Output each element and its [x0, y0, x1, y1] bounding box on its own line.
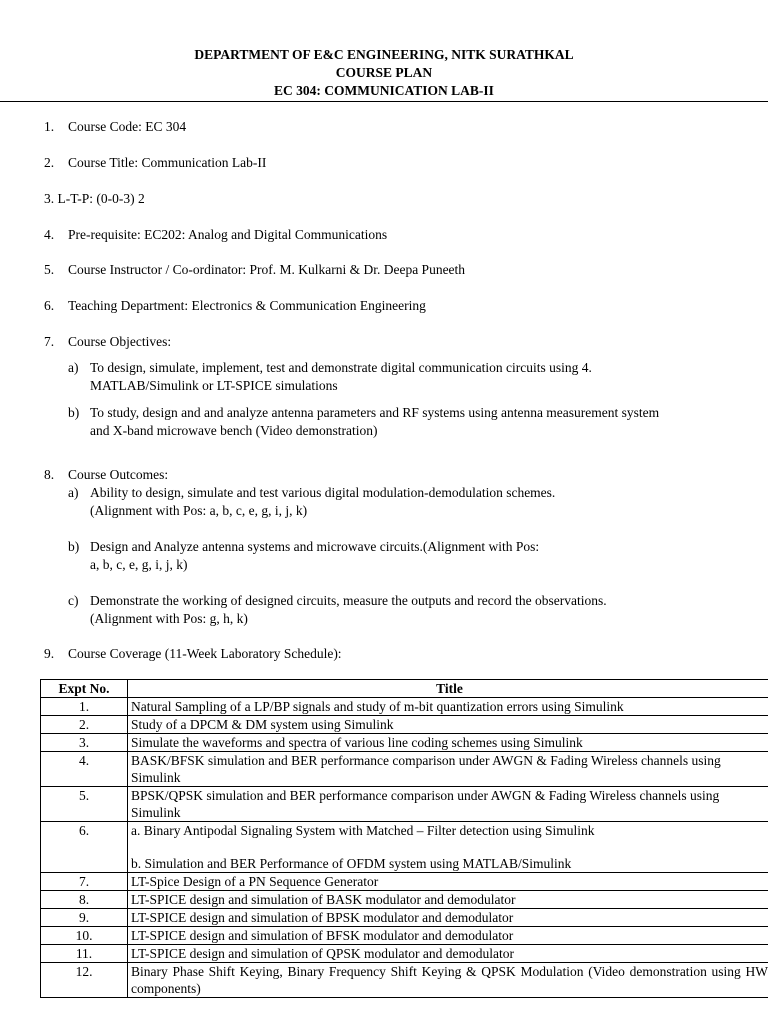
table-row	[41, 891, 768, 909]
expt-no-cell: 12.	[41, 963, 128, 998]
outcome-a-line2: (Alignment with Pos: a, b, c, e, g, i, j, k)	[90, 503, 308, 518]
table-row	[41, 822, 768, 873]
objective-a-label: a)	[68, 360, 79, 375]
col-header-title: Title	[128, 680, 768, 698]
expt-no-cell: 3.	[41, 734, 128, 752]
outcome-c-line1: Demonstrate the working of designed circuits, measure the outputs and record the observations.	[90, 593, 607, 608]
item-1-number: 1.	[44, 119, 55, 134]
table-row	[41, 734, 768, 752]
expt-no-cell: 2.	[41, 716, 128, 734]
expt-title-cell: LT-SPICE design and simulation of QPSK modulator and demodulator	[128, 945, 768, 963]
expt-no-cell: 10.	[41, 927, 128, 945]
table-header-row	[41, 680, 768, 698]
expt-title-cell: LT-SPICE design and simulation of BPSK modulator and demodulator	[128, 909, 768, 927]
item-course-code: Course Code: EC 304	[68, 119, 187, 134]
expt-no-cell: 11.	[41, 945, 128, 963]
outcome-a-label: a)	[68, 485, 79, 500]
document-header	[0, 46, 768, 100]
expt-no-cell: 8.	[41, 891, 128, 909]
table-row	[41, 787, 768, 822]
outcome-b-line1: Design and Analyze antenna systems and microwave circuits.(Alignment with Pos:	[90, 539, 540, 554]
department-heading: DEPARTMENT OF E&C ENGINEERING, NITK SURATHKAL	[194, 47, 574, 62]
objective-a-line1: To design, simulate, implement, test and demonstrate digital communication circuits using 4.	[90, 360, 592, 375]
expt-no-cell: 1.	[41, 698, 128, 716]
expt-no-cell: 7.	[41, 873, 128, 891]
expt-no-cell: 5.	[41, 787, 128, 822]
item-prerequisite: Pre-requisite: EC202: Analog and Digital Communications	[68, 227, 388, 242]
spacer	[131, 839, 768, 855]
objective-b-line1: To study, design and and analyze antenna parameters and RF systems using antenna measurement system	[90, 405, 660, 420]
item-6-number: 6.	[44, 298, 55, 313]
item-7-number: 7.	[44, 334, 55, 349]
item-coverage-heading: Course Coverage (11-Week Laboratory Schedule):	[68, 646, 342, 661]
outcome-a-line1: Ability to design, simulate and test various digital modulation-demodulation schemes.	[90, 485, 556, 500]
table-row	[41, 873, 768, 891]
item-4-number: 4.	[44, 227, 55, 242]
expt-title-cell	[128, 822, 768, 873]
expt-no-cell: 4.	[41, 752, 128, 787]
expt-title-cell: BPSK/QPSK simulation and BER performance comparison under AWGN & Fading Wireless channels using Simulink	[128, 787, 768, 822]
item-department: Teaching Department: Electronics & Communication Engineering	[68, 298, 426, 313]
item-instructor: Course Instructor / Co-ordinator: Prof. M. Kulkarni & Dr. Deepa Puneeth	[68, 262, 466, 277]
item-outcomes-heading: Course Outcomes:	[68, 467, 169, 482]
objective-a-line2: MATLAB/Simulink or LT-SPICE simulations	[90, 378, 338, 393]
objective-b-label: b)	[68, 405, 80, 420]
expt-title-cell: BASK/BFSK simulation and BER performance comparison under AWGN & Fading Wireless channels using Simulink	[128, 752, 768, 787]
expt-title-part-a: a. Binary Antipodal Signaling System with Matched – Filter detection using Simulink	[131, 823, 595, 838]
table-row	[41, 945, 768, 963]
header-divider	[0, 101, 768, 102]
lab-schedule-table	[40, 679, 768, 998]
expt-title-cell: LT-SPICE design and simulation of BASK modulator and demodulator	[128, 891, 768, 909]
table-row	[41, 963, 768, 998]
expt-title-cell: Binary Phase Shift Keying, Binary Frequency Shift Keying & QPSK Modulation (Video demonstration using HW components)	[128, 963, 768, 998]
item-8-number: 8.	[44, 467, 55, 482]
col-header-expt-no: Expt No.	[41, 680, 128, 698]
course-name-heading: EC 304: COMMUNICATION LAB-II	[274, 83, 494, 98]
objective-b-line2: and X-band microwave bench (Video demonstration)	[90, 423, 378, 438]
table-row	[41, 716, 768, 734]
item-9-number: 9.	[44, 646, 55, 661]
expt-title-cell: LT-SPICE design and simulation of BFSK modulator and demodulator	[128, 927, 768, 945]
item-course-title: Course Title: Communication Lab-II	[68, 155, 267, 170]
item-ltp: 3. L-T-P: (0-0-3) 2	[44, 191, 145, 206]
table-row	[41, 927, 768, 945]
outcome-b-line2: a, b, c, e, g, i, j, k)	[90, 557, 188, 572]
table-row	[41, 909, 768, 927]
expt-no-cell: 9.	[41, 909, 128, 927]
course-plan-heading: COURSE PLAN	[335, 65, 433, 80]
outcome-c-label: c)	[68, 593, 79, 608]
item-objectives-heading: Course Objectives:	[68, 334, 172, 349]
expt-title-cell: LT-Spice Design of a PN Sequence Generator	[128, 873, 768, 891]
outcome-c-line2: (Alignment with Pos: g, h, k)	[90, 611, 248, 626]
expt-no-cell: 6.	[41, 822, 128, 873]
expt-title-cell: Study of a DPCM & DM system using Simulink	[128, 716, 768, 734]
table-row	[41, 752, 768, 787]
item-5-number: 5.	[44, 262, 55, 277]
outcome-b-label: b)	[68, 539, 80, 554]
expt-title-cell: Natural Sampling of a LP/BP signals and study of m-bit quantization errors using Simulink	[128, 698, 768, 716]
table-row	[41, 698, 768, 716]
expt-title-cell: Simulate the waveforms and spectra of various line coding schemes using Simulink	[128, 734, 768, 752]
item-2-number: 2.	[44, 155, 55, 170]
expt-title-part-b: b. Simulation and BER Performance of OFDM system using MATLAB/Simulink	[131, 856, 572, 871]
